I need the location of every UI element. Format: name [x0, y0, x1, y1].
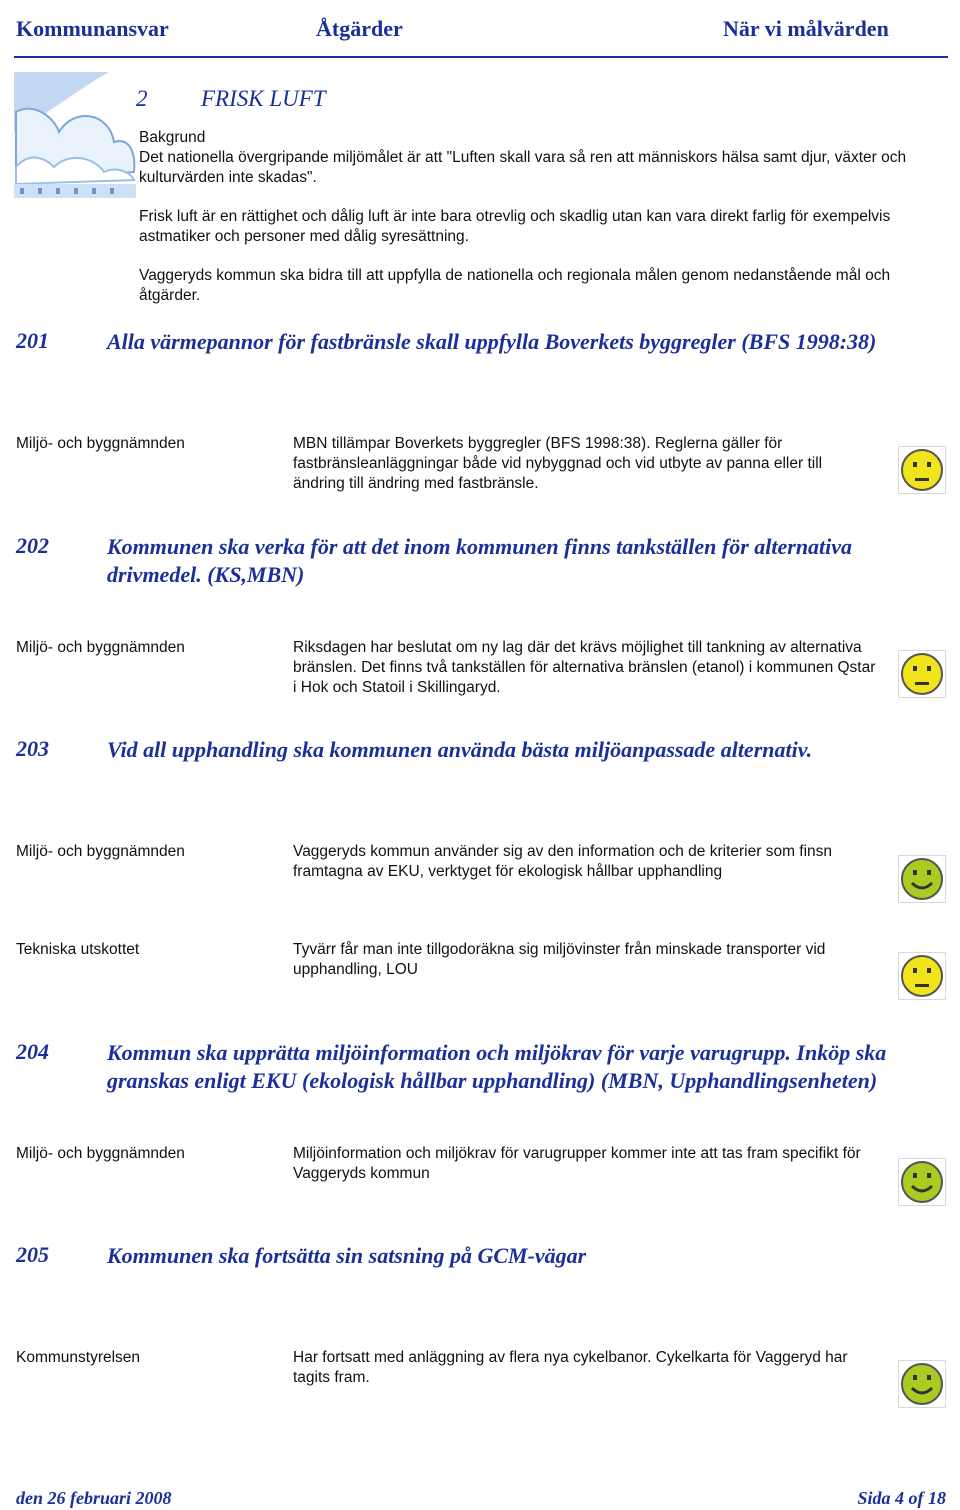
- item-title: Kommunen ska fortsätta sin satsning på GCM-vägar: [107, 1243, 587, 1268]
- item-title: Vid all upphandling ska kommunen använda bästa miljöanpassade alternativ.: [107, 737, 813, 762]
- measure-description: Vaggeryds kommun använder sig av den information och de kriterier som finsn framtagna av EKU, verktyget för ekologisk hållbar upphandling: [293, 843, 833, 880]
- measure-description: Miljöinformation och miljökrav för varugrupper kommer inte att tas fram specifikt för Vaggeryds kommun: [293, 1145, 861, 1182]
- header-divider: [14, 56, 948, 58]
- frisk-luft-cloud-icon: [14, 72, 136, 198]
- header-kommunansvar: Kommunansvar: [16, 16, 169, 41]
- item-title: Alla värmepannor för fastbränsle skall uppfylla Boverkets byggregler (BFS 1998:38): [107, 329, 877, 354]
- happy-smiley-icon: [898, 1360, 946, 1408]
- item-number: 205: [16, 1242, 49, 1267]
- responsible-party: Miljö- och byggnämnden: [16, 435, 185, 452]
- intro-heading: Bakgrund: [139, 129, 206, 146]
- footer-date: den 26 februari 2008: [16, 1488, 172, 1508]
- neutral-smiley-icon: [898, 446, 946, 494]
- responsible-party: Miljö- och byggnämnden: [16, 843, 185, 860]
- section-title: FRISK LUFT: [201, 86, 326, 111]
- happy-smiley-icon: [898, 855, 946, 903]
- happy-smiley-icon: [898, 1158, 946, 1206]
- neutral-smiley-icon: [898, 650, 946, 698]
- section-number: 2: [136, 86, 148, 111]
- intro-paragraph: Det nationella övergripande miljömålet är att "Luften skall vara så ren att människors hälsa samt djur, växter och kulturvärden inte skadas".: [139, 149, 907, 186]
- measure-description: Tyvärr får man inte tillgodoräkna sig miljövinster från minskade transporter vid upphandling, LOU: [293, 941, 826, 978]
- responsible-party: Tekniska utskottet: [16, 941, 140, 958]
- responsible-party: Miljö- och byggnämnden: [16, 639, 185, 656]
- responsible-party: Kommunstyrelsen: [16, 1349, 141, 1366]
- responsible-party: Miljö- och byggnämnden: [16, 1145, 185, 1162]
- item-title: Kommun ska upprätta miljöinformation och miljökrav för varje varugrupp. Inköp ska granskas enligt EKU (ekologisk hållbar upphandling) (MBN, Upphandlingsenheten): [107, 1040, 887, 1093]
- measure-description: Riksdagen har beslutat om ny lag där det krävs möjlighet till tankning av alternativa bränslen. Det finns två tankställen för alternativa bränslen (etanol) i kommunen Qstar i Hok och Statoil i Skillingaryd.: [293, 639, 876, 696]
- header-atgarder: Åtgärder: [316, 16, 403, 41]
- item-number: 201: [16, 328, 49, 353]
- item-number: 204: [16, 1039, 49, 1064]
- item-number: 203: [16, 736, 49, 761]
- item-number: 202: [16, 533, 49, 558]
- footer-page-number: Sida 4 of 18: [857, 1488, 946, 1508]
- header-malvarden: När vi målvärden: [723, 16, 889, 41]
- measure-description: MBN tillämpar Boverkets byggregler (BFS 1998:38). Reglerna gäller för fastbränsleanläggningar både vid nybyggnad och vid utbyte av panna eller till ändring till ändring med fastbränsle.: [293, 435, 823, 492]
- intro-paragraph: Vaggeryds kommun ska bidra till att uppfylla de nationella och regionala målen genom nedanstående mål och åtgärder.: [139, 267, 891, 304]
- neutral-smiley-icon: [898, 952, 946, 1000]
- measure-description: Har fortsatt med anläggning av flera nya cykelbanor. Cykelkarta för Vaggeryd har tagits fram.: [293, 1349, 848, 1386]
- item-title: Kommunen ska verka för att det inom kommunen finns tankställen för alternativa drivmedel. (KS,MBN): [107, 534, 853, 587]
- intro-paragraph: Frisk luft är en rättighet och dålig luft är inte bara otrevlig och skadlig utan kan vara direkt farlig för exempelvis astmatiker och personer med dålig syresättning.: [139, 208, 891, 245]
